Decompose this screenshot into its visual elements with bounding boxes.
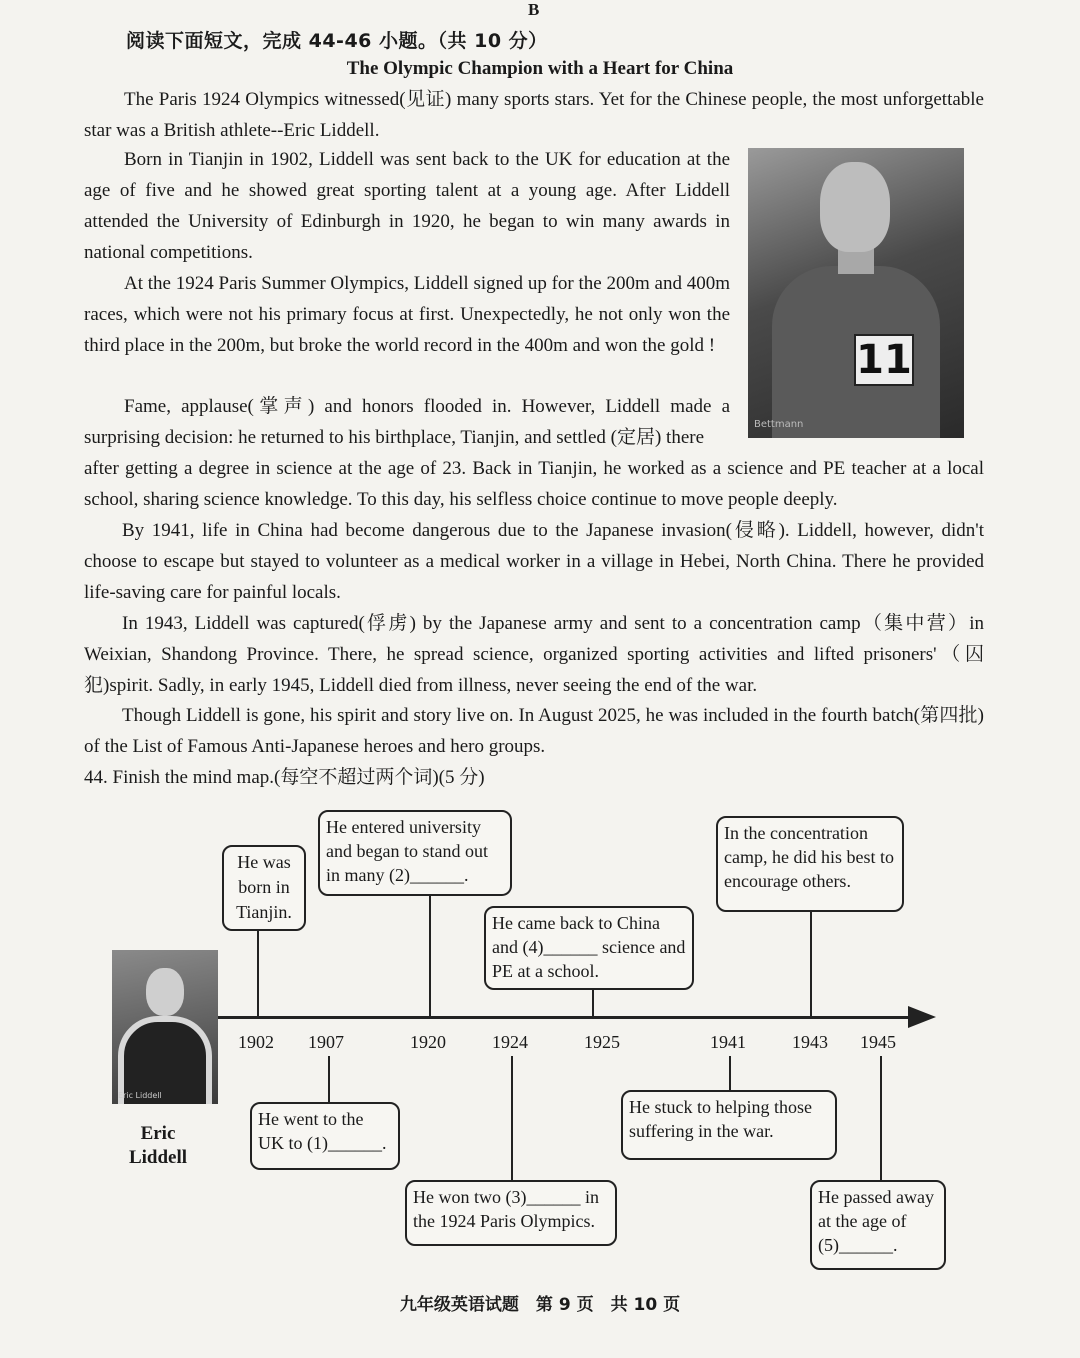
liddell-portrait xyxy=(112,950,218,1104)
event-box-1924: He won two (3)______ in the 1924 Paris Olympics. xyxy=(405,1180,617,1246)
paragraph-4-start: Fame, applause(掌声) and honors flooded in. However, Liddell made a surprising decision: he returned to his birthplace, Tianjin, and settled (定居) there xyxy=(84,396,730,448)
section-label: B xyxy=(528,0,540,19)
event-box-1920: He entered university and began to stand out in many (2)______. xyxy=(318,810,512,896)
connector-1943 xyxy=(810,912,812,1016)
person-name: Eric Liddell xyxy=(128,1123,188,1168)
connector-1902 xyxy=(257,930,259,1016)
paragraph-3: At the 1924 Paris Summer Olympics, Liddell signed up for the 200m and 400m races, which were not his primary focus at first. Unexpectedly, he not only won the third place in the 200m, but broke the world record in the 400m and won the gold ! xyxy=(84,273,730,356)
event-box-1902: He was born in Tianjin. xyxy=(222,845,306,931)
year-1941: 1941 xyxy=(710,1032,746,1052)
paragraph-5: By 1941, life in China had become dangerous due to the Japanese invasion(侵略). Liddell, however, didn't choose to escape but stayed to volunteer as a medical worker in a village in Hebei, North China. There he provided life-saving care for painful locals. xyxy=(84,520,984,603)
year-1902: 1902 xyxy=(238,1032,274,1052)
portrait-signature: Eric Liddell xyxy=(118,1091,162,1100)
connector-1941 xyxy=(729,1056,731,1090)
year-1907: 1907 xyxy=(308,1032,344,1052)
paragraph-4-end: after getting a degree in science at the age of 23. Back in Tianjin, he worked as a science and PE teacher at a local school, sharing science knowledge. To this day, his selfless choice continue to move people deeply. xyxy=(84,458,984,510)
year-1924: 1924 xyxy=(492,1032,528,1052)
reading-instruction: 阅读下面短文，完成 44-46 小题。（共 10 分） xyxy=(126,30,548,52)
paragraph-1: The Paris 1924 Olympics witnessed(见证) many sports stars. Yet for the Chinese people, the most unforgettable star was a British athlete--Eric Liddell. xyxy=(84,89,984,141)
paragraph-2: Born in Tianjin in 1902, Liddell was sent back to the UK for education at the age of five and he showed great sporting talent at a young age. After Liddell attended the University of Edinburgh in 1920, he began to win many awards in national competitions. xyxy=(84,149,730,263)
event-box-1943: In the concentration camp, he did his best to encourage others. xyxy=(716,816,904,912)
event-box-1907: He went to the UK to (1)______. xyxy=(250,1102,400,1170)
timeline-arrowhead xyxy=(908,1006,936,1028)
year-1920: 1920 xyxy=(410,1032,446,1052)
paragraph-6: In 1943, Liddell was captured(俘虏) by the Japanese army and sent to a concentration camp（集中营）in Weixian, Shandong Province. There, he spread science, organized sporting activities and lifted prisoners'（囚犯)spirit. Sadly, in early 1945, Liddell died from illness, never seeing the end of the war. xyxy=(84,613,984,696)
timeline-axis xyxy=(218,1016,918,1019)
year-1925: 1925 xyxy=(584,1032,620,1052)
page-footer: 九年级英语试题 第 9 页 共 10 页 xyxy=(399,1295,681,1315)
connector-1925 xyxy=(592,990,594,1016)
connector-1920 xyxy=(429,896,431,1016)
connector-1907 xyxy=(328,1056,330,1102)
connector-1945 xyxy=(880,1056,882,1180)
event-box-1945: He passed away at the age of (5)______. xyxy=(810,1180,946,1270)
photo-caption: Bettmann xyxy=(754,419,804,430)
event-box-1941: He stuck to helping those suffering in the war. xyxy=(621,1090,837,1160)
athlete-photo xyxy=(748,148,964,438)
connector-1924 xyxy=(511,1056,513,1180)
race-bib: 11 xyxy=(854,334,914,386)
portrait-face xyxy=(146,968,184,1016)
photo-head xyxy=(820,162,890,252)
event-box-1925: He came back to China and (4)______ science and PE at a school. xyxy=(484,906,694,990)
year-1945: 1945 xyxy=(860,1032,896,1052)
paragraph-7: Though Liddell is gone, his spirit and story live on. In August 2025, he was included in the fourth batch(第四批) of the List of Famous Anti-Japanese heroes and hero groups. xyxy=(84,705,984,757)
year-1943: 1943 xyxy=(792,1032,828,1052)
passage-title: The Olympic Champion with a Heart for China xyxy=(346,58,734,79)
question-44: 44. Finish the mind map.(每空不超过两个词)(5 分) xyxy=(84,767,485,788)
